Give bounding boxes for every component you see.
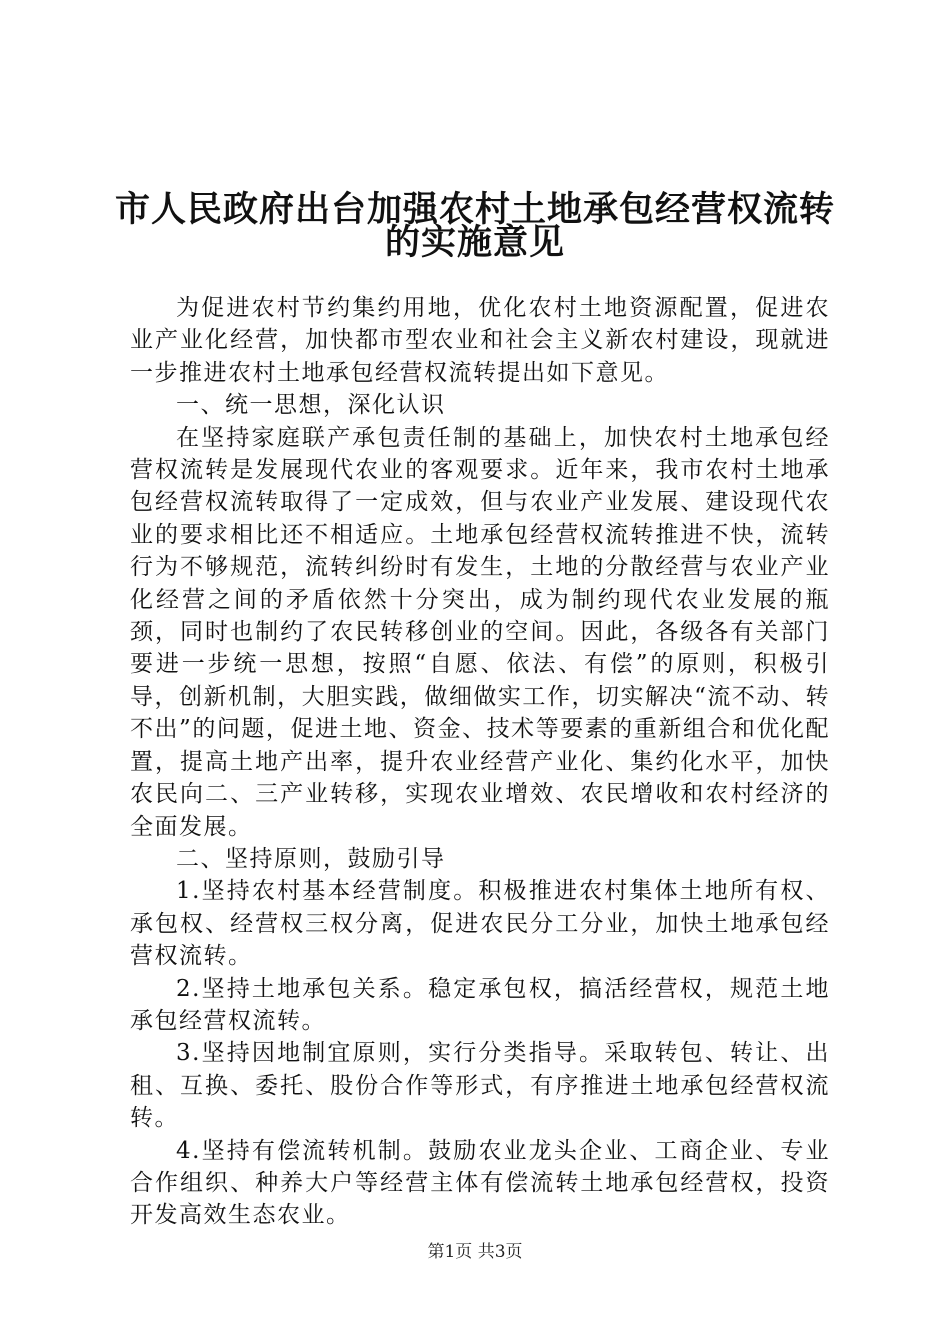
- page-number-footer: 第1页 共3页: [427, 1242, 523, 1262]
- document-title-line-2: 的实施意见: [384, 222, 565, 263]
- document-body: [130, 292, 830, 1232]
- principle-item-4: 4.坚持有偿流转机制。鼓励农业龙头企业、工商企业、专业合作组织、种养大户等经营主体有偿流转土地承包经营权，投资开发高效生态农业。: [130, 1137, 830, 1229]
- document-title-line-1: 市人民政府出台加强农村土地承包经营权流转: [114, 189, 835, 230]
- principle-item-3: 3.坚持因地制宜原则，实行分类指导。采取转包、转让、出租、互换、委托、股份合作等形式，有序推进土地承包经营权流转。: [130, 1040, 830, 1132]
- section-1-paragraph: 在坚持家庭联产承包责任制的基础上，加快农村土地承包经营权流转是发展现代农业的客观要求。近年来，我市农村土地承包经营权流转取得了一定成效，但与农业产业发展、建设现代农业的要求相比还不相适应。土地承包经营权流转推进不快，流转行为不够规范，流转纠纷时有发生，土地的分散经营与农业产业化经营之间的矛盾依然十分突出，成为制约现代农业发展的瓶颈，同时也制约了农民转移创业的空间。因此，各级各有关部门要进一步统一思想，按照“自愿、依法、有偿”的原则，积极引导，创新机制，大胆实践，做细做实工作，切实解决“流不动、转不出”的问题，促进土地、资金、技术等要素的重新组合和优化配置，提高土地产出率，提升农业经营产业化、集约化水平，加快农民向二、三产业转移，实现农业增效、农民增收和农村经济的全面发展。: [130, 424, 830, 840]
- principle-item-1: 1.坚持农村基本经营制度。积极推进农村集体土地所有权、承包权、经营权三权分离，促进农民分工分业，加快土地承包经营权流转。: [130, 878, 830, 970]
- section-heading-2: 二、坚持原则，鼓励引导: [176, 845, 446, 872]
- section-heading-1: 一、统一思想，深化认识: [176, 392, 446, 419]
- principle-item-2: 2.坚持土地承包关系。稳定承包权，搞活经营权，规范土地承包经营权流转。: [130, 975, 830, 1034]
- intro-paragraph: 为促进农村节约集约用地，优化农村土地资源配置，促进农业产业化经营，加快都市型农业和社会主义新农村建设，现就进一步推进农村土地承包经营权流转提出如下意见。: [130, 295, 830, 386]
